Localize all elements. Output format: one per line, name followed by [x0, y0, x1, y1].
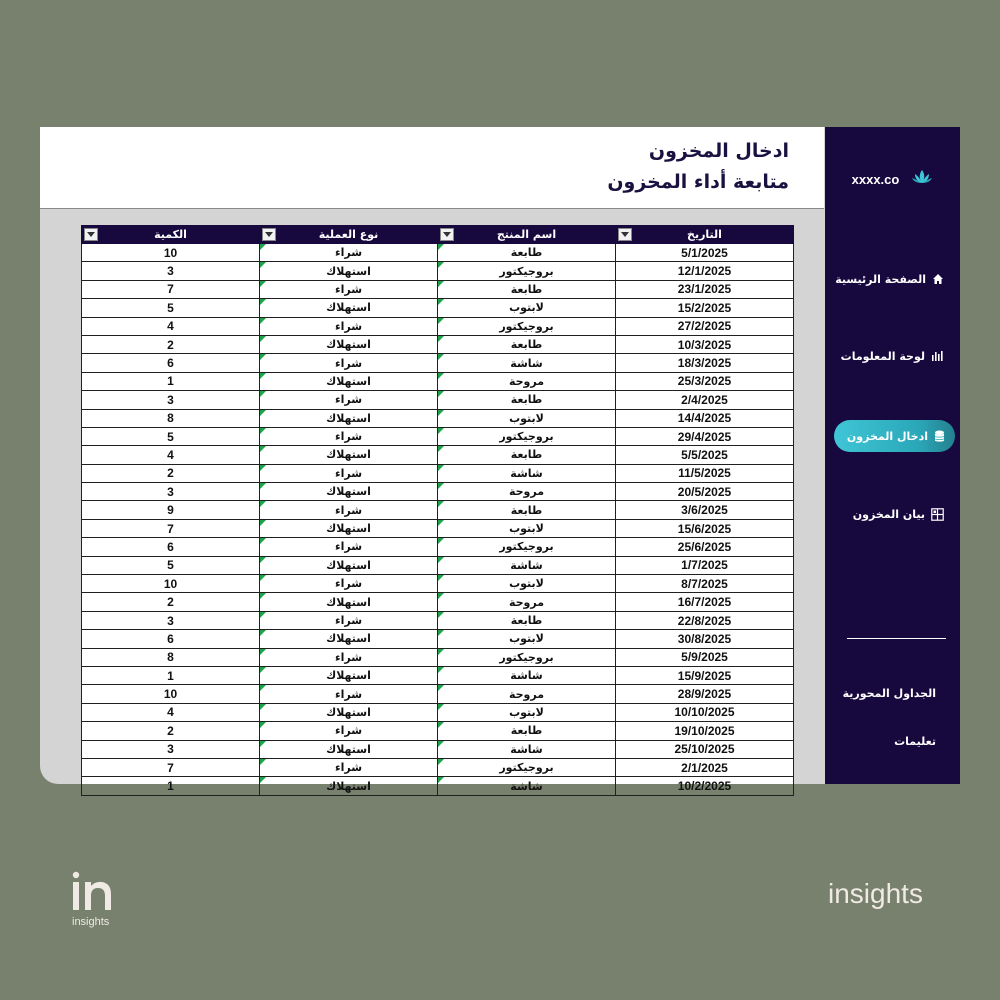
date-cell[interactable]: 8/7/2025: [616, 575, 794, 593]
quantity-cell[interactable]: 10: [82, 575, 260, 593]
date-cell[interactable]: 1/7/2025: [616, 556, 794, 574]
operation-cell[interactable]: شراء: [260, 648, 438, 666]
quantity-cell[interactable]: 8: [82, 409, 260, 427]
operation-cell[interactable]: شراء: [260, 280, 438, 298]
page-subtitle: متابعة أداء المخزون: [607, 171, 789, 193]
instructions-link[interactable]: تعليمات: [894, 735, 936, 748]
page-title: ادخال المخزون: [648, 140, 789, 162]
table-row[interactable]: [82, 703, 794, 721]
product-cell[interactable]: مروحة: [438, 483, 616, 501]
operation-cell[interactable]: شراء: [260, 685, 438, 703]
table-row[interactable]: [82, 317, 794, 335]
table-row[interactable]: [82, 575, 794, 593]
operation-cell[interactable]: استهلاك: [260, 777, 438, 795]
product-cell[interactable]: مروحة: [438, 372, 616, 390]
column-header-product[interactable]: اسم المنتج: [438, 226, 616, 244]
date-cell[interactable]: 23/1/2025: [616, 280, 794, 298]
quantity-cell[interactable]: 1: [82, 777, 260, 795]
product-cell[interactable]: بروجيكتور: [438, 648, 616, 666]
sidebar-item-label: بيان المخزون: [852, 507, 925, 521]
quantity-cell[interactable]: 10: [82, 685, 260, 703]
table-row[interactable]: [82, 611, 794, 629]
quantity-cell[interactable]: 1: [82, 666, 260, 684]
product-cell[interactable]: طابعة: [438, 335, 616, 353]
operation-cell[interactable]: استهلاك: [260, 446, 438, 464]
operation-cell[interactable]: استهلاك: [260, 335, 438, 353]
product-cell[interactable]: طابعة: [438, 611, 616, 629]
quantity-cell[interactable]: 2: [82, 722, 260, 740]
product-cell[interactable]: مروحة: [438, 685, 616, 703]
product-cell[interactable]: طابعة: [438, 446, 616, 464]
quantity-cell[interactable]: 2: [82, 593, 260, 611]
table-row[interactable]: [82, 519, 794, 537]
quantity-cell[interactable]: 3: [82, 483, 260, 501]
date-cell[interactable]: 5/5/2025: [616, 446, 794, 464]
quantity-cell[interactable]: 7: [82, 280, 260, 298]
date-cell[interactable]: 20/5/2025: [616, 483, 794, 501]
operation-cell[interactable]: استهلاك: [260, 483, 438, 501]
product-cell[interactable]: لابتوب: [438, 575, 616, 593]
quantity-cell[interactable]: 4: [82, 703, 260, 721]
brand-name: xxxx.co: [851, 171, 900, 187]
table-row[interactable]: [82, 777, 794, 795]
app-window: [40, 127, 960, 794]
quantity-cell[interactable]: 6: [82, 538, 260, 556]
quantity-cell[interactable]: 3: [82, 391, 260, 409]
table-row[interactable]: [82, 556, 794, 574]
quantity-cell[interactable]: 6: [82, 354, 260, 372]
operation-cell[interactable]: استهلاك: [260, 519, 438, 537]
operation-cell[interactable]: شراء: [260, 464, 438, 482]
product-cell[interactable]: لابتوب: [438, 630, 616, 648]
quantity-cell[interactable]: 5: [82, 427, 260, 445]
table-row[interactable]: [82, 280, 794, 298]
quantity-cell[interactable]: 1: [82, 372, 260, 390]
sidebar: [825, 127, 960, 784]
quantity-cell[interactable]: 4: [82, 446, 260, 464]
quantity-cell[interactable]: 7: [82, 758, 260, 776]
operation-cell[interactable]: شراء: [260, 722, 438, 740]
operation-cell[interactable]: استهلاك: [260, 262, 438, 280]
operation-cell[interactable]: استهلاك: [260, 740, 438, 758]
filter-dropdown-icon[interactable]: [84, 228, 98, 241]
table-row[interactable]: [82, 244, 794, 262]
sidebar-item-home[interactable]: [835, 263, 954, 295]
sidebar-item-label: ادخال المخزون: [846, 429, 928, 443]
product-cell[interactable]: شاشة: [438, 354, 616, 372]
filter-dropdown-icon[interactable]: [440, 228, 454, 241]
quantity-cell[interactable]: 3: [82, 262, 260, 280]
date-cell[interactable]: 5/9/2025: [616, 648, 794, 666]
operation-cell[interactable]: استهلاك: [260, 556, 438, 574]
date-cell[interactable]: 27/2/2025: [616, 317, 794, 335]
date-cell[interactable]: 3/6/2025: [616, 501, 794, 519]
table-row[interactable]: [82, 685, 794, 703]
sidebar-item-inventory-entry[interactable]: [834, 420, 955, 452]
product-cell[interactable]: لابتوب: [438, 299, 616, 317]
sidebar-divider: [847, 638, 946, 639]
column-header-operation[interactable]: نوع العملية: [260, 226, 438, 244]
inventory-sheet[interactable]: [81, 225, 793, 794]
operation-cell[interactable]: استهلاك: [260, 593, 438, 611]
table-row[interactable]: [82, 391, 794, 409]
date-cell[interactable]: 5/1/2025: [616, 244, 794, 262]
operation-cell[interactable]: استهلاك: [260, 409, 438, 427]
product-cell[interactable]: طابعة: [438, 280, 616, 298]
quantity-cell[interactable]: 5: [82, 556, 260, 574]
product-cell[interactable]: بروجيكتور: [438, 317, 616, 335]
product-cell[interactable]: شاشة: [438, 556, 616, 574]
table-row[interactable]: [82, 722, 794, 740]
table-row[interactable]: [82, 630, 794, 648]
table-row[interactable]: [82, 354, 794, 372]
product-cell[interactable]: شاشة: [438, 740, 616, 758]
table-row[interactable]: [82, 335, 794, 353]
page-header: [40, 127, 824, 209]
operation-cell[interactable]: استهلاك: [260, 703, 438, 721]
product-cell[interactable]: بروجيكتور: [438, 262, 616, 280]
table-header-row: [82, 226, 794, 244]
quantity-cell[interactable]: 10: [82, 244, 260, 262]
bar-chart-icon: [931, 350, 944, 362]
table-row[interactable]: [82, 464, 794, 482]
quantity-cell[interactable]: 7: [82, 519, 260, 537]
filter-dropdown-icon[interactable]: [618, 228, 632, 241]
date-cell[interactable]: 14/4/2025: [616, 409, 794, 427]
sidebar-item-label: لوحة المعلومات: [840, 349, 925, 363]
table-row[interactable]: [82, 446, 794, 464]
date-cell[interactable]: 12/1/2025: [616, 262, 794, 280]
sidebar-item-inventory-report[interactable]: [835, 498, 954, 530]
quantity-cell[interactable]: 2: [82, 335, 260, 353]
date-cell[interactable]: 28/9/2025: [616, 685, 794, 703]
date-cell[interactable]: 10/3/2025: [616, 335, 794, 353]
date-cell[interactable]: 2/4/2025: [616, 391, 794, 409]
table-row[interactable]: [82, 593, 794, 611]
sidebar-item-label: الصفحة الرئيسية: [835, 272, 926, 286]
table-row[interactable]: [82, 758, 794, 776]
date-cell[interactable]: 10/2/2025: [616, 777, 794, 795]
operation-cell[interactable]: شراء: [260, 427, 438, 445]
product-cell[interactable]: بروجيكتور: [438, 427, 616, 445]
table-row[interactable]: [82, 501, 794, 519]
date-cell[interactable]: 15/6/2025: [616, 519, 794, 537]
quantity-cell[interactable]: 2: [82, 464, 260, 482]
quantity-cell[interactable]: 8: [82, 648, 260, 666]
quantity-cell[interactable]: 9: [82, 501, 260, 519]
product-cell[interactable]: شاشة: [438, 777, 616, 795]
date-cell[interactable]: 10/10/2025: [616, 703, 794, 721]
table-row[interactable]: [82, 299, 794, 317]
product-cell[interactable]: طابعة: [438, 722, 616, 740]
operation-cell[interactable]: استهلاك: [260, 372, 438, 390]
operation-cell[interactable]: شراء: [260, 354, 438, 372]
table-row[interactable]: [82, 740, 794, 758]
table-row[interactable]: [82, 409, 794, 427]
date-cell[interactable]: 19/10/2025: [616, 722, 794, 740]
lotus-icon: [911, 168, 933, 190]
product-cell[interactable]: مروحة: [438, 593, 616, 611]
product-cell[interactable]: بروجيكتور: [438, 538, 616, 556]
date-cell[interactable]: 15/2/2025: [616, 299, 794, 317]
operation-cell[interactable]: شراء: [260, 317, 438, 335]
table-row[interactable]: [82, 648, 794, 666]
operation-cell[interactable]: شراء: [260, 575, 438, 593]
date-cell[interactable]: 22/8/2025: [616, 611, 794, 629]
date-cell[interactable]: 16/7/2025: [616, 593, 794, 611]
sidebar-item-dashboard[interactable]: [835, 340, 954, 372]
date-cell[interactable]: 25/6/2025: [616, 538, 794, 556]
table-row[interactable]: [82, 372, 794, 390]
operation-cell[interactable]: شراء: [260, 611, 438, 629]
table-row[interactable]: [82, 666, 794, 684]
brand[interactable]: [825, 167, 960, 191]
product-cell[interactable]: لابتوب: [438, 409, 616, 427]
footer-brand-word: insights: [828, 878, 923, 909]
grid-icon: [931, 508, 944, 521]
quantity-cell[interactable]: 5: [82, 299, 260, 317]
date-cell[interactable]: 29/4/2025: [616, 427, 794, 445]
product-cell[interactable]: لابتوب: [438, 519, 616, 537]
quantity-cell[interactable]: 3: [82, 611, 260, 629]
quantity-cell[interactable]: 4: [82, 317, 260, 335]
pivot-tables-link[interactable]: الجداول المحورية: [842, 687, 936, 700]
operation-cell[interactable]: استهلاك: [260, 630, 438, 648]
product-cell[interactable]: لابتوب: [438, 703, 616, 721]
operation-cell[interactable]: استهلاك: [260, 666, 438, 684]
date-cell[interactable]: 15/9/2025: [616, 666, 794, 684]
product-cell[interactable]: شاشة: [438, 666, 616, 684]
column-header-quantity[interactable]: الكمية: [82, 226, 260, 244]
logo-caption: insights: [72, 916, 110, 928]
operation-cell[interactable]: شراء: [260, 391, 438, 409]
product-cell[interactable]: طابعة: [438, 391, 616, 409]
operation-cell[interactable]: شراء: [260, 501, 438, 519]
operation-cell[interactable]: شراء: [260, 538, 438, 556]
table-row[interactable]: [82, 483, 794, 501]
operation-cell[interactable]: شراء: [260, 244, 438, 262]
date-cell[interactable]: 25/3/2025: [616, 372, 794, 390]
product-cell[interactable]: طابعة: [438, 244, 616, 262]
date-cell[interactable]: 25/10/2025: [616, 740, 794, 758]
product-cell[interactable]: شاشة: [438, 464, 616, 482]
date-cell[interactable]: 11/5/2025: [616, 464, 794, 482]
date-cell[interactable]: 30/8/2025: [616, 630, 794, 648]
database-icon: [934, 430, 945, 443]
table-row[interactable]: [82, 427, 794, 445]
operation-cell[interactable]: شراء: [260, 758, 438, 776]
quantity-cell[interactable]: 3: [82, 740, 260, 758]
quantity-cell[interactable]: 6: [82, 630, 260, 648]
column-header-date[interactable]: التاريخ: [616, 226, 794, 244]
operation-cell[interactable]: استهلاك: [260, 299, 438, 317]
table-row[interactable]: [82, 538, 794, 556]
inventory-table: [81, 225, 794, 796]
filter-dropdown-icon[interactable]: [262, 228, 276, 241]
product-cell[interactable]: بروجيكتور: [438, 758, 616, 776]
home-icon: [932, 273, 944, 285]
product-cell[interactable]: طابعة: [438, 501, 616, 519]
table-row[interactable]: [82, 262, 794, 280]
date-cell[interactable]: 18/3/2025: [616, 354, 794, 372]
date-cell[interactable]: 2/1/2025: [616, 758, 794, 776]
